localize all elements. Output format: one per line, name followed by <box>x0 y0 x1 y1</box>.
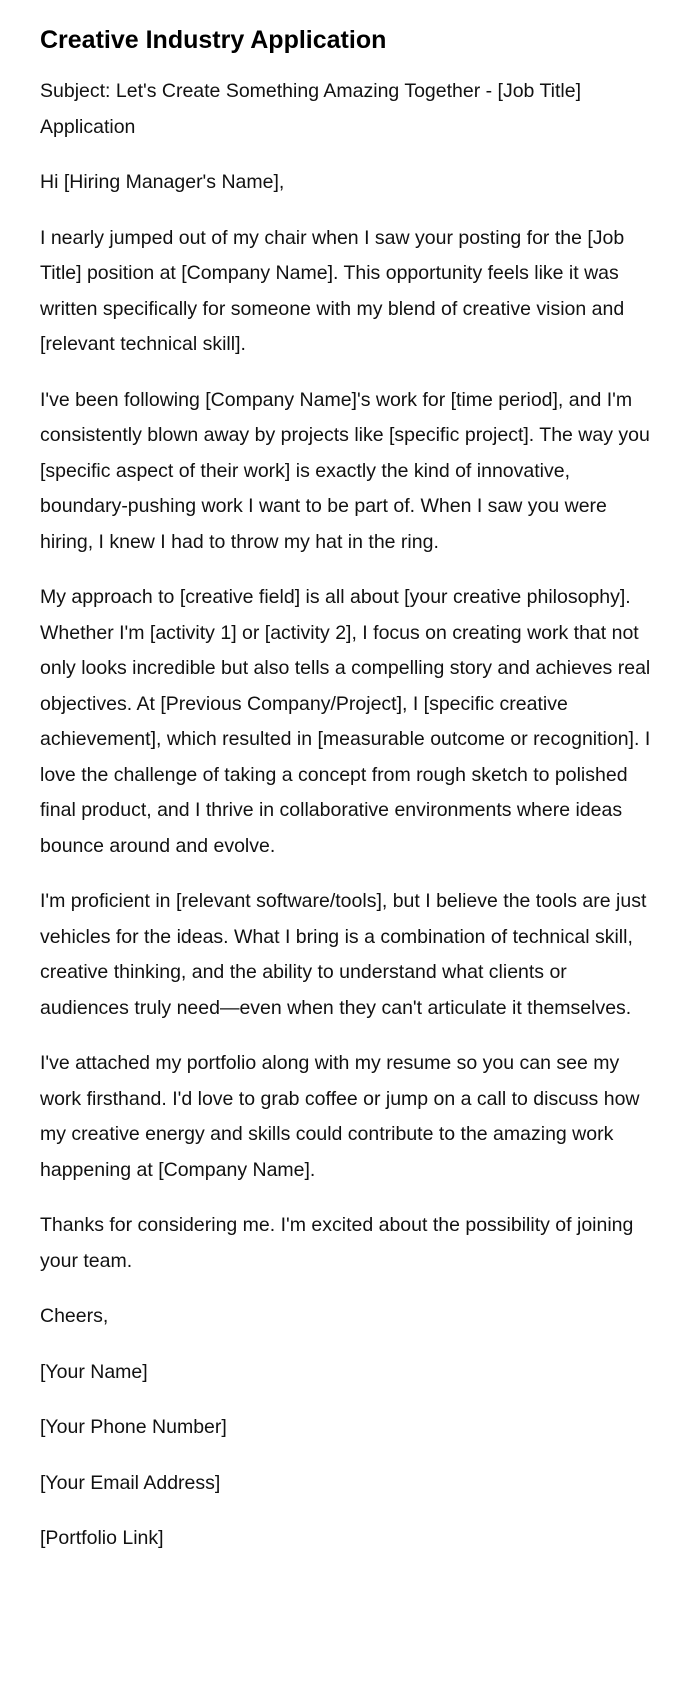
signature-name: [Your Name] <box>40 1360 148 1383</box>
signature-portfolio: [Portfolio Link] <box>40 1527 164 1549</box>
body-paragraph-3: My approach to [creative field] is all about [your creative philosophy]. Whether I'm [activity 1] or [activity 2], I focus on creating work that not only looks incredible but also tells a compelling story and achieves real objectives. At [Previous Company/Project], I [specific creative achievement], which resulted in [measurable outcome or recognition]. I love the challenge of taking a concept from rough sketch to polished final product, and I thrive in collaborative environments where ideas bounce around and evolve. <box>40 586 651 857</box>
signature-phone: [Your Phone Number] <box>40 1416 227 1438</box>
body-paragraph-2: I've been following [Company Name]'s work for [time period], and I'm consistently blown away by projects like [specific project]. The way you [specific aspect of their work] is exactly the kind of innovative, boundary-pushing work I want to be part of. When I saw you were hiring, I knew I had to throw my hat in the ring. <box>40 388 650 553</box>
greeting: Hi [Hiring Manager's Name], <box>40 171 285 193</box>
body-paragraph-1: I nearly jumped out of my chair when I saw your posting for the [Job Title] position at [Company Name]. This opportunity feels like it was written specifically for someone with my blend of creative vision and [relevant technical skill]. <box>40 226 625 355</box>
body-paragraph-4: I'm proficient in [relevant software/tools], but I believe the tools are just vehicles for the ideas. What I bring is a combination of technical skill, creative thinking, and the ability to understand what clients or audiences truly need—even when they can't articulate it themselves. <box>40 890 647 1019</box>
body-paragraph-6: Thanks for considering me. I'm excited about the possibility of joining your team. <box>40 1214 634 1272</box>
signature-email: [Your Email Address] <box>40 1471 221 1494</box>
body-paragraph-5: I've attached my portfolio along with my resume so you can see my work firsthand. I'd love to grab coffee or jump on a call to discuss how my creative energy and skills could contribute to the amazing work happening at [Company Name]. <box>40 1052 640 1181</box>
subject-line: Subject: Let's Create Something Amazing Together - [Job Title] Application <box>40 80 581 138</box>
closing: Cheers, <box>40 1305 109 1327</box>
document-title: Creative Industry Application <box>40 26 387 54</box>
